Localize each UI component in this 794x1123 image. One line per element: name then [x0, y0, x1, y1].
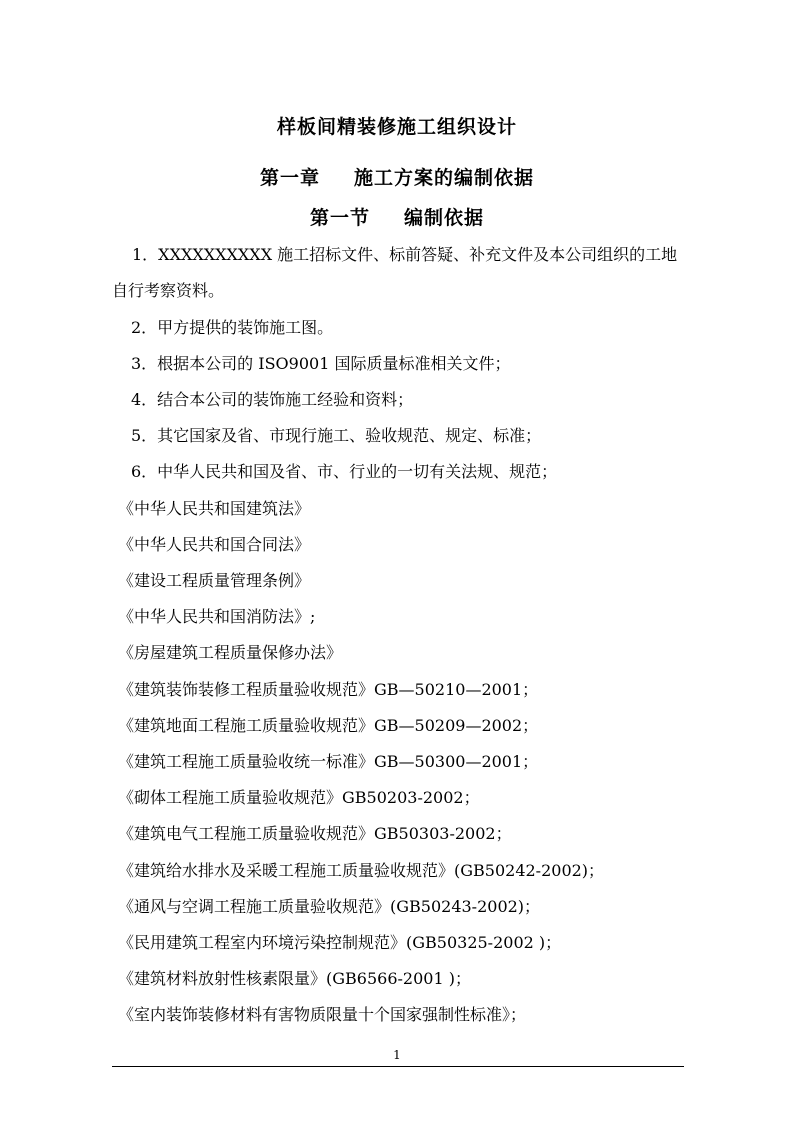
law-list-item: 《中华人民共和国合同法》: [118, 535, 311, 554]
law-list-item: 《建筑电气工程施工质量验收规范》GB50303-2002；: [118, 824, 512, 843]
page-number: 1: [393, 1048, 401, 1062]
chapter-number: 第一章: [259, 167, 320, 189]
law-list-item: 《中华人民共和国消防法》;: [118, 607, 316, 626]
footer-divider: [112, 1066, 684, 1067]
law-list-item: 《室内装饰装修材料有害物质限量十个国家强制性标准》；: [118, 1005, 527, 1024]
section-heading: [0, 203, 794, 230]
law-list-item: 《房屋建筑工程质量保修办法》: [118, 643, 343, 662]
law-list-item: 《建筑地面工程施工质量验收规范》GB—50209—2002；: [118, 716, 539, 735]
basis-item-4: 4．结合本公司的装饰施工经验和资料；: [131, 390, 414, 409]
basis-item-2: 2．甲方提供的装饰施工图。: [131, 318, 334, 337]
law-list-item: 《通风与空调工程施工质量验收规范》(GB50243-2002)；: [118, 897, 541, 916]
basis-item-5: 5．其它国家及省、市现行施工、验收规范、规定、标准；: [131, 426, 542, 445]
law-list-item: 《建筑材料放射性核素限量》(GB6566-2001 )；: [118, 969, 471, 988]
law-list-item: 《建设工程质量管理条例》: [118, 571, 311, 590]
law-list-item: 《建筑给水排水及采暖工程施工质量验收规范》(GB50242-2002)；: [118, 861, 605, 880]
chapter-name: 施工方案的编制依据: [354, 167, 535, 189]
law-list-item: 《民用建筑工程室内环境污染控制规范》(GB50325-2002 )；: [118, 933, 562, 952]
section-number: 第一节: [309, 207, 370, 229]
basis-item-6: 6．中华人民共和国及省、市、行业的一切有关法规、规范；: [131, 462, 558, 481]
chapter-heading: [0, 163, 794, 190]
law-list-item: 《砌体工程施工质量验收规范》GB50203-2002；: [118, 788, 480, 807]
basis-item-3: 3．根据本公司的 ISO9001 国际质量标准相关文件；: [131, 354, 511, 373]
basis-item-1: 1．XXXXXXXXXX 施工招标文件、标前答疑、补充文件及本公司组织的工地自行考察资料。: [112, 245, 678, 300]
section-name: 编制依据: [404, 207, 485, 229]
law-list-item: 《建筑工程施工质量验收统一标准》GB—50300—2001；: [118, 752, 539, 771]
law-list-item: 《中华人民共和国建筑法》: [118, 499, 311, 518]
law-list-item: 《建筑装饰装修工程质量验收规范》GB—50210—2001；: [118, 680, 539, 699]
document-title: 样板间精装修施工组织设计: [276, 116, 517, 138]
